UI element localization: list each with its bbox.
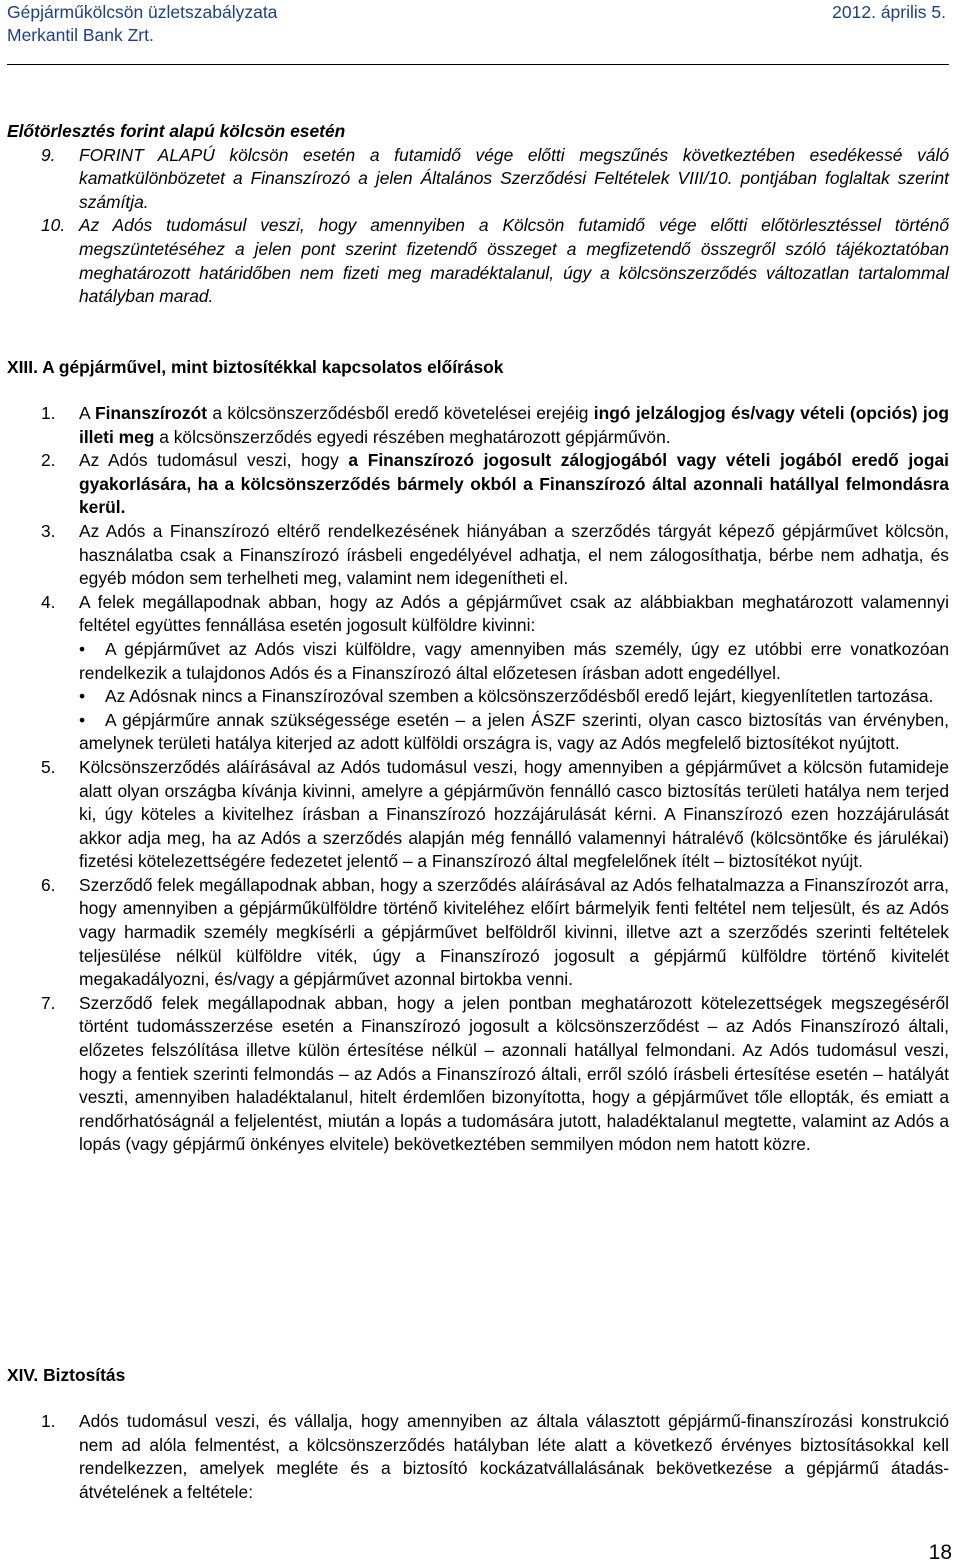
item-text: FORINT ALAPÚ kölcsön esetén a futamidő vége előtti megszűnés következtében esedékessé váló kamatkülönbözetet a Finanszírozó a jelen Általános Szerződési Feltételek VIII/10. pontjában foglaltak szerint számítja. [79,144,949,212]
bullet-text: Az Adósnak nincs a Finanszírozóval szemben a kölcsönszerződésből eredő lejárt, kiegyenlítetlen tartozása. [105,686,934,707]
prepay-heading: Előtörlesztés forint alapú kölcsön esetén [7,121,346,141]
section-14-body [7,1410,949,1504]
header-date: 2012. április 5. [832,2,946,22]
item-number: 1. [41,403,56,423]
item-number: 3. [41,520,56,541]
item-number: 7. [41,992,56,1013]
page-number: 18 [928,1541,952,1564]
item-text: Kölcsönszerződés aláírásával az Adós tudomásul veszi, hogy amennyiben a gépjárművet a kölcsön futamideje alatt olyan országba kívánja kivinni, amelyre a gépjárművön fennálló casco biztosítás területi hatálya nem terjed ki, úgy köteles a kivitelhez írásban a Finanszírozó hozzájárulását kérni. A Finanszírozó ezen hozzájárulását akkor adja meg, ha az Adós a szerződés alapján még fennálló valamennyi hátralévő (kölcsöntőke és járulékai) fizetési kötelezettségére fedezetet jelentő – a Finanszírozó által megfelelőnek ítélt – biztosítékot nyújt. [79,756,949,872]
section-14-item-1 [7,1410,949,1504]
item-number: 6. [41,874,56,895]
bullet-item-2 [79,685,949,709]
section-13-item-7 [7,992,949,1157]
text-run: a kölcsönszerződésből eredő követelései erejéig [207,403,594,423]
prepay-block [7,120,949,309]
bullet-icon: • [79,686,86,707]
item-number: 1. [41,1411,56,1431]
section-13-item-6 [7,874,949,992]
section-13-item-4 [7,591,949,756]
section-13-item-1 [7,402,949,449]
header-bank: Merkantil Bank Zrt. [7,25,154,45]
section-13-heading: XIII. A gépjárművel, mint biztosítékkal kapcsolatos előírások [7,357,504,377]
text-run: Az Adós tudomásul veszi, hogy [79,450,349,471]
item-text: Szerződő felek megállapodnak abban, hogy a jelen pontban meghatározott kötelezettségek megszegéséről történt tudomásszerzése esetén a Finanszírozó jogosult a kölcsönszerződést – az Adós Finanszírozó általi, előzetes felszólítása illetve külön értesítése nélkül – azonnali hatállyal felmondani. Az Adós tudomásul veszi, hogy a fentiek szerinti felmondás – az Adós a Finanszírozó általi, erről szóló írásbeli értesítése esetén – hatályát veszti, amennyiben haladéktalanul, hitelt érdemlően bizonyította, hogy a gépjárművet tőle ellopták, és emiatt a rendőrhatóságnál a feljelentést, miután a lopás a tudomására jutott, haladéktalanul megtette, valamint az Adós a lopás (vagy gépjármű önkényes elvitele) bekövetkeztében semmilyen módon nem hatott közre. [79,992,949,1155]
prepay-item-10 [7,214,949,308]
section-13-body [7,402,949,1157]
text-run-bold: a Finanszírozó jogosult zálogjogából vagy vételi jogából eredő jogai gyakorlására, ha a kölcsönszerződés bármely okból a Finanszírozó által azonnali hatállyal felmondásra kerül. [79,450,949,518]
section-13-item-2 [7,449,949,520]
header-divider [7,64,949,65]
bullet-text: A gépjárműre annak szükségessége esetén – a jelen ÁSZF szerinti, olyan casco biztosítás van érvényben, amelynek területi hatálya kiterjed az adott külföldi országra is, vagy az Adós megfelelő biztosítékot nyújtott. [79,709,949,754]
item-number: 5. [41,756,56,777]
item-text: A felek megállapodnak abban, hogy az Adós a gépjárművet csak az alábbiakban meghatározott valamennyi feltétel együttes fennállása esetén jogosult külföldre kivinni: [79,591,949,636]
section-14-heading-wrap [7,1364,949,1388]
prepay-item-9 [7,144,949,215]
header-title: Gépjárműkölcsön üzletszabályzata [7,2,278,22]
bullet-icon: • [79,709,86,730]
item-number: 10. [41,215,66,236]
section-14-heading: XIV. Biztosítás [7,1365,126,1385]
bullet-icon: • [79,638,86,659]
section-13-item-5 [7,756,949,874]
text-run-bold: ingó jelzálogjog és/vagy vételi (opciós) jog illeti meg [79,403,949,447]
text-run-bold: Finanszírozót [94,403,208,423]
bullet-item-1 [79,638,949,685]
text-run: A [79,403,95,423]
item-number: 9. [41,144,56,165]
text-run: a kölcsönszerződés egyedi részében meghatározott gépjárművön. [154,426,671,447]
bullet-text: A gépjárművet az Adós viszi külföldre, vagy amennyiben más személy, úgy ez utóbbi erre vonatkozóan rendelkezik a tulajdonos Adós és a Finanszírozó által előzetesen írásban adott engedéllyel. [79,638,949,683]
item-text: Az Adós a Finanszírozó eltérő rendelkezésének hiányában a szerződés tárgyát képező gépjárművet kölcsön, használatba csak a Finanszírozó írásbeli engedélyével adhatja, el nem zálogosíthatja, bérbe nem adhatja, és egyéb módon sem terhelheti meg, valamint nem idegenítheti el. [79,520,949,589]
item-number: 2. [41,450,56,471]
item-number: 4. [41,591,56,612]
item-text: Adós tudomásul veszi, és vállalja, hogy amennyiben az általa választott gépjármű-finanszírozási konstrukció nem ad alóla felmentést, a kölcsönszerződés hatályban léte alatt a következő érvényes biztosításokkal kell rendelkezzen, amelyek megléte és a biztosító kockázatvállalásának bekövetkezése a gépjármű átadás-átvételének a feltétele: [79,1411,949,1502]
item-text: Az Adós tudomásul veszi, hogy amennyiben a Kölcsön futamidő vége előtti előtörlesztéssel történő megszüntetéséhez a jelen pont szerint fizetendő összeget a megfizetendő összegről szóló tájékoztatóban meghatározott határidőben nem fizeti meg maradéktalanul, úgy a kölcsönszerződés változatlan tartalommal hatályban marad. [79,215,949,307]
section-13-item-3 [7,520,949,591]
item-text: Szerződő felek megállapodnak abban, hogy a szerződés aláírásával az Adós felhatalmazza a Finanszírozót arra, hogy amennyiben a gépjárműkülföldre történő kiviteléhez előírt bármelyik fenti feltétel nem teljesült, és az Adós vagy harmadik személy megkísérli a gépjárművet belföldről kivinni, illetve azt a szerződés szerinti feltételek teljesülése nélkül külföldre viték, úgy a Finanszírozó jogosult a gépjármű külföldre történő kivitelét megakadályozni, és/vagy a gépjárművet azonnal birtokba venni. [79,874,949,990]
section-13-heading-wrap [7,356,949,380]
bullet-item-3 [79,709,949,756]
